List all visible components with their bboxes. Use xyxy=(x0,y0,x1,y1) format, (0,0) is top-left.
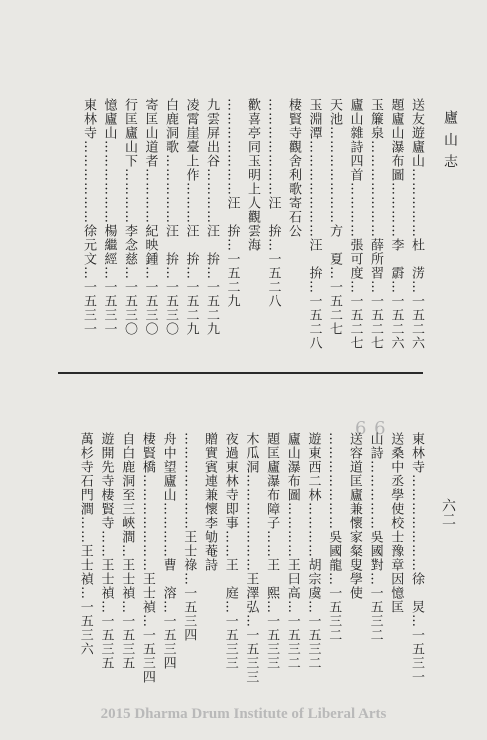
toc-entry xyxy=(118,432,134,682)
toc-entry xyxy=(222,432,238,682)
toc-entry xyxy=(346,432,362,682)
toc-entry-text: 棲賢寺觀舍利歌寄石公 xyxy=(286,98,301,238)
toc-entry-text: 送友遊廬山……………杜 淓…一五二六 xyxy=(409,98,424,350)
page-number: 六二 xyxy=(440,498,456,526)
toc-entry-text: …………………王士祿…一五三四 xyxy=(181,432,197,642)
toc-entry xyxy=(347,98,363,350)
toc-entry-text: 山詩……………吳國對…一五三二 xyxy=(367,432,383,642)
toc-entry xyxy=(203,98,219,350)
toc-entry-text: …………………汪 拚…一五二八 xyxy=(265,98,281,308)
toc-entry-text: 廬山雜詩四首…………張可度…一五二七 xyxy=(347,98,363,350)
toc-entry-text: …………………汪 拚…一五二九 xyxy=(224,98,240,308)
faint-stamp: 6 6 xyxy=(355,418,387,439)
toc-entry xyxy=(367,432,383,682)
toc-entry xyxy=(80,98,96,350)
toc-entry-text: 自白鹿洞至三峽澗…王士禎…一五三五 xyxy=(119,432,135,670)
toc-entry xyxy=(325,432,341,682)
book-title: 廬山志 xyxy=(442,110,458,176)
toc-entry-text: 棲賢橋…………………王士禎…一五三四 xyxy=(139,432,155,684)
toc-entry xyxy=(265,98,281,350)
toc-entry-text: 遊開先寺棲賢寺……王士禎…一五三五 xyxy=(98,432,114,670)
toc-entry xyxy=(326,98,342,350)
toc-entry xyxy=(77,432,93,682)
toc-entry-text: 送容道匡廬兼懷家粲叟學使 xyxy=(346,432,362,600)
toc-entry-text: 舟中望廬山…………曹 溶…一五三四 xyxy=(160,432,176,670)
toc-entry xyxy=(244,98,260,350)
toc-entry-text: 東林寺………………徐元文…一五三一 xyxy=(81,98,96,336)
toc-entry xyxy=(306,98,322,350)
toc-entry-text: …………………吳國龍…一五三二 xyxy=(326,432,342,642)
toc-entry-text: 木瓜洞…………………王澤弘…一五三三 xyxy=(243,432,259,684)
toc-entry-text: 廬山瀑布圖…………王曰高…一五三二 xyxy=(284,432,300,670)
toc-entry-text: 遊東西二林…………胡宗虞…一五三二 xyxy=(305,432,321,670)
toc-entry-text: 萬杉寺石門澗……王士禎…一五三六 xyxy=(77,432,93,656)
toc-entry xyxy=(101,98,117,350)
toc-entry-text: 行匡廬山下…………李念慈…一五三〇 xyxy=(122,98,137,336)
toc-entry-text: 歡喜亭同玉明上人觀雲海 xyxy=(245,98,260,252)
toc-entry xyxy=(121,98,137,350)
toc-entry-text: 九雲屏出谷…………汪 拚…一五二九 xyxy=(204,98,219,336)
toc-entry-text: 天池…………………方 夏…一五二七 xyxy=(327,98,342,336)
toc-entry xyxy=(387,432,403,682)
toc-entry-text: 憶廬山………………楊繼經…一五三一 xyxy=(101,98,117,336)
toc-entry-text: 贈實賓連兼懷李劬菴詩 xyxy=(202,432,217,572)
footer-watermark: 2015 Dharma Drum Institute of Liberal Arts xyxy=(100,706,387,722)
toc-entry xyxy=(408,98,424,350)
toc-entry xyxy=(201,432,217,682)
toc-entry xyxy=(180,432,196,682)
toc-entry-text: 玉淵潭…………………汪 拚…一五二八 xyxy=(306,98,322,350)
toc-entry xyxy=(242,432,258,682)
toc-entry xyxy=(284,432,300,682)
toc-entry xyxy=(285,98,301,350)
toc-entry xyxy=(183,98,199,350)
toc-entry-text: 凌霄崖臺上作………汪 拚…一五二九 xyxy=(183,98,199,336)
toc-entry xyxy=(388,98,404,350)
toc-entry-text: 送桑中丞學使校士豫章因憶匡 xyxy=(388,432,404,614)
toc-entry-text: 題廬山瀑布圖…………李 霨…一五二六 xyxy=(388,98,404,350)
toc-entry xyxy=(224,98,240,350)
toc-entry xyxy=(139,432,155,682)
toc-entry xyxy=(263,432,279,682)
toc-entry xyxy=(160,432,176,682)
toc-entry xyxy=(98,432,114,682)
toc-entry xyxy=(367,98,383,350)
toc-entry-text: 夜過東林寺即事……王 庭…一五三三 xyxy=(222,432,238,670)
toc-entry xyxy=(305,432,321,682)
toc-entry xyxy=(142,98,158,350)
toc-entry xyxy=(162,98,178,350)
toc-entry-text: 白鹿洞歌……………汪 拚…一五三〇 xyxy=(163,98,178,336)
section-divider xyxy=(58,372,423,374)
toc-entry-text: 東林寺…………………徐 炅…一五三一 xyxy=(409,432,424,684)
toc-entry xyxy=(408,432,424,682)
toc-entry-text: 玉簾泉…………………薛所習…一五二七 xyxy=(368,98,383,350)
toc-entry-text: 寄匡山道者…………紀映鍾…一五三〇 xyxy=(142,98,158,336)
toc-entry-text: 題匡廬瀑布障子……王 熙…一五三三 xyxy=(264,432,280,670)
